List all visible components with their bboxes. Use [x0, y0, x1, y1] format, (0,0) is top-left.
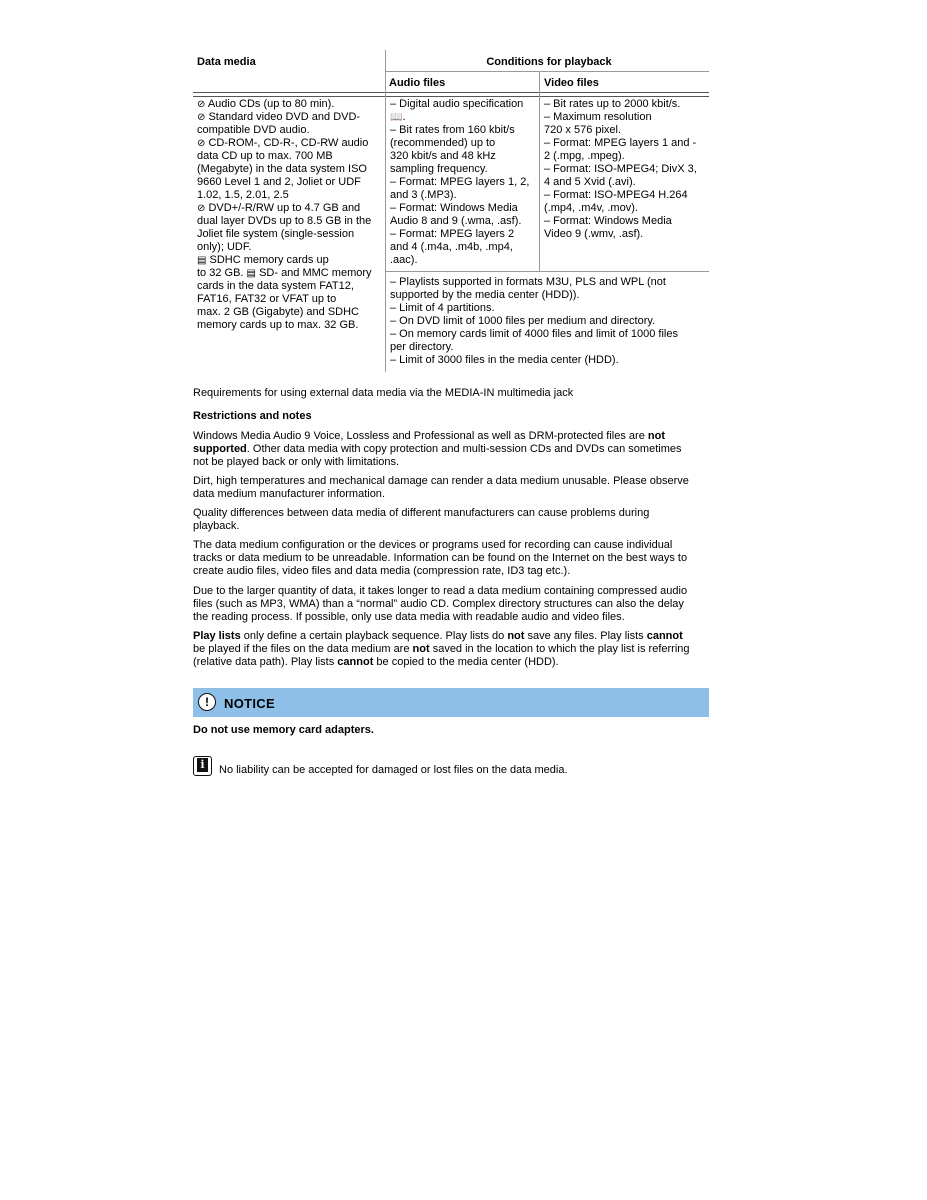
- disc-icon: ⊘: [197, 138, 206, 149]
- list-item: (.mp4, .m4v, .mov).: [544, 202, 638, 214]
- paragraph-drm: Windows Media Audio 9 Voice, Lossless and Professional as well as DRM-protected files are not supported. Other data media with copy protection and multi-session CDs and DVDs can sometimes not be played back or only with limitations.: [193, 430, 682, 468]
- list-item: – Format: Windows Media: [390, 202, 518, 214]
- list-item: and 3 (.MP3).: [390, 189, 457, 201]
- list-item: dual layer DVDs up to 8.5 GB in the: [197, 215, 372, 227]
- list-item: only); UDF.: [197, 241, 252, 253]
- notice-text: Do not use memory card adapters.: [193, 724, 374, 736]
- notice-banner: [193, 688, 709, 717]
- list-item: compatible DVD audio.: [197, 124, 310, 136]
- sd-card-icon: ▤: [246, 268, 256, 279]
- list-item: sampling frequency.: [390, 163, 488, 175]
- list-item: – On DVD limit of 1000 files per medium and directory.: [390, 315, 656, 327]
- list-item: – Bit rates from 160 kbit/s: [390, 124, 515, 136]
- list-item: ⊘ DVD+/-R/RW up to 4.7 GB and: [197, 202, 361, 214]
- header-divider: [385, 71, 709, 72]
- paragraph-quality: Quality differences between data media of different manufacturers can cause problems during playback.: [193, 507, 650, 532]
- list-item: Audio 8 and 9 (.wma, .asf).: [390, 215, 522, 227]
- sd-card-icon: ▤: [197, 255, 207, 266]
- list-item: Video 9 (.wmv, .asf).: [544, 228, 644, 240]
- table-caption: Requirements for using external data media via the MEDIA-IN multimedia jack: [193, 387, 574, 399]
- list-item: – Format: MPEG layers 1, 2,: [390, 176, 530, 188]
- list-item: max. 2 GB (Gigabyte) and SDHC: [197, 306, 360, 318]
- list-item: ▤ SDHC memory cards up: [197, 254, 329, 266]
- list-item: – Limit of 4 partitions.: [390, 302, 495, 314]
- list-item: cards in the data system FAT12,: [197, 280, 354, 292]
- exclamation-circle-icon: !: [198, 693, 216, 711]
- disc-icon: ⊘: [197, 112, 206, 123]
- disc-icon: ⊘: [197, 99, 206, 110]
- video-files-cell: [544, 98, 697, 241]
- list-item: – Limit of 3000 files in the media center (HDD).: [390, 354, 619, 366]
- list-item: 4 and 5 Xvid (.avi).: [544, 176, 636, 188]
- paragraph-configuration: The data medium configuration or the devices or programs used for recording can cause individual tracks or data medium to be unreadable. Information can be found on the Internet on the best ways to create audio files, video files and data media (compression rate, ID3 tag etc.).: [193, 539, 688, 577]
- list-item: 9660 Level 1 and 2, Joliet or UDF: [197, 176, 361, 188]
- info-text: No liability can be accepted for damaged or lost files on the data media.: [219, 764, 568, 776]
- disc-icon: ⊘: [197, 203, 206, 214]
- list-item: memory cards up to max. 32 GB.: [197, 319, 359, 331]
- list-item: 1.02, 1.5, 2.01, 2.5: [197, 189, 289, 201]
- list-item: supported by the media center (HDD)).: [390, 289, 580, 301]
- list-item: – Bit rates up to 2000 kbit/s.: [544, 98, 681, 110]
- list-item: 2 (.mpg, .mpeg).: [544, 150, 625, 162]
- list-item: data CD up to max. 700 MB: [197, 150, 333, 162]
- list-item: per directory.: [390, 341, 454, 353]
- notice-label: NOTICE: [224, 696, 275, 711]
- audio-files-header: Audio files: [389, 77, 446, 89]
- book-reference-icon: 📖: [390, 112, 403, 123]
- shared-conditions-cell: [390, 276, 678, 367]
- list-item: Joliet file system (single-session: [197, 228, 355, 240]
- paragraph-play-lists: Play lists only define a certain playback sequence. Play lists do not save any files. Play lists cannot be played if the files on the data medium are not saved in the location to which the play list is referring (relative data path). Play lists cannot be copied to the media center (HDD).: [193, 630, 690, 668]
- list-item: 320 kbit/s and 48 kHz: [390, 150, 496, 162]
- paragraph-damage: Dirt, high temperatures and mechanical damage can render a data medium unusable. Please observe data medium manufacturer information.: [193, 475, 689, 500]
- restrictions-heading: Restrictions and notes: [193, 410, 312, 422]
- list-item: – Format: MPEG layers 2: [390, 228, 515, 240]
- list-item: and 4 (.m4a, .m4b, .mp4,: [390, 241, 513, 253]
- list-item: – Format: MPEG layers 1 and -: [544, 137, 697, 149]
- column-divider-2: [539, 71, 540, 272]
- list-item: ⊘ Audio CDs (up to 80 min).: [197, 98, 335, 110]
- data-media-cell: [197, 98, 372, 332]
- shared-row-divider: [385, 271, 709, 272]
- paragraph-data-quantity: Due to the larger quantity of data, it takes longer to read a data medium containing compressed audio files (such as MP3, WMA) than a “normal” audio CD. Complex directory structures can also the delay the reading process. If possible, only use data media with readable audio and video files.: [193, 585, 688, 623]
- list-item: 720 x 576 pixel.: [544, 124, 622, 136]
- info-icon: i: [193, 756, 212, 776]
- column-divider-1: [385, 50, 386, 372]
- data-media-header: Data media: [197, 56, 256, 68]
- data-media-table: [193, 50, 709, 372]
- list-item: – On memory cards limit of 4000 files and limit of 1000 files: [390, 328, 678, 340]
- list-item: (recommended) up to: [390, 137, 496, 149]
- list-item: – Format: ISO-MPEG4; DivX 3,: [544, 163, 697, 175]
- video-files-header: Video files: [544, 77, 599, 89]
- list-item: ⊘ CD-ROM-, CD-R-, CD-RW audio: [197, 137, 369, 149]
- list-item: to 32 GB. ▤ SD- and MMC memory: [197, 267, 372, 279]
- list-item: (Megabyte) in the data system ISO: [197, 163, 367, 175]
- list-item: FAT16, FAT32 or VFAT up to: [197, 293, 337, 305]
- list-item: .aac).: [390, 254, 418, 266]
- list-item: – Digital audio specification: [390, 98, 524, 110]
- list-item: – Playlists supported in formats M3U, PLS and WPL (not: [390, 276, 666, 288]
- header-double-rule: [193, 92, 709, 97]
- list-item: – Format: Windows Media: [544, 215, 672, 227]
- list-item: – Format: ISO-MPEG4 H.264: [544, 189, 688, 201]
- list-item: ⊘ Standard video DVD and DVD-: [197, 111, 361, 123]
- list-item: 📖.: [390, 111, 406, 123]
- conditions-header: Conditions for playback: [486, 56, 612, 68]
- list-item: – Maximum resolution: [544, 111, 652, 123]
- audio-files-cell: [390, 98, 529, 267]
